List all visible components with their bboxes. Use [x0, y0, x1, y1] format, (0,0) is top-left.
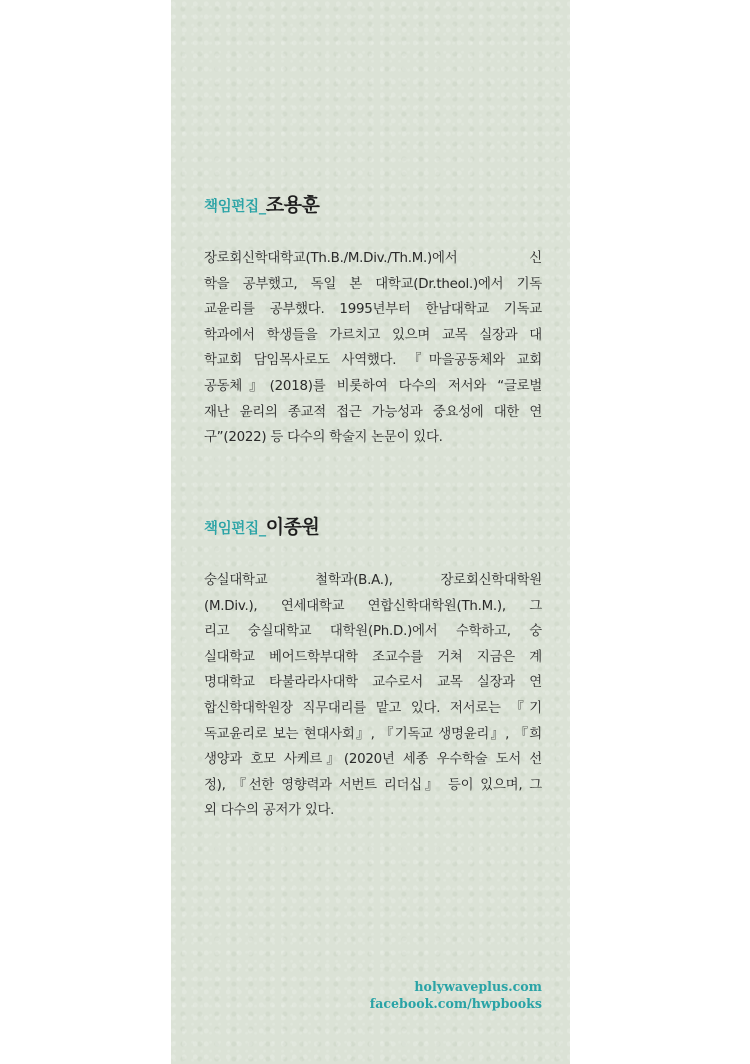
editor-profile-2 [204, 512, 542, 824]
bio-line: 명대학교 타불라라사대학 교수로서 교목 실장과 연 [204, 675, 542, 691]
bio-line: 재난 윤리의 종교적 접근 가능성과 중요성에 대한 연 [204, 404, 542, 420]
bio-line: 실대학교 베어드학부대학 조교수를 거쳐 지금은 계 [204, 649, 542, 665]
bio-line: 구”(2022) 등 다수의 학술지 논문이 있다. [204, 430, 443, 446]
publisher-links [370, 978, 542, 1012]
bio-line: 리고 숭실대학교 대학원(Ph.D.)에서 수학하고, 숭 [204, 624, 542, 640]
editor-heading [204, 512, 542, 542]
bio-line: 정), 『선한 영향력과 서번트 리더십』 등이 있으며, 그 [204, 777, 542, 793]
book-flap-panel [171, 0, 570, 1064]
bio-line: 교윤리를 공부했다. 1995년부터 한남대학교 기독교 [204, 302, 542, 318]
editor-heading [204, 190, 542, 220]
editor-bio [204, 246, 542, 451]
editor-role: 책임편집_ [204, 521, 266, 537]
bio-line: 생양과 호모 사케르』(2020년 세종 우수학술 도서 선 [204, 752, 542, 768]
bio-line: 독교윤리로 보는 현대사회』, 『기독교 생명윤리』, 『희 [204, 726, 542, 742]
editor-role: 책임편집_ [204, 199, 266, 215]
facebook-link[interactable]: facebook.com/hwpbooks [369, 996, 542, 1011]
editor-bio [204, 568, 542, 824]
bio-line: 숭실대학교 철학과(B.A.), 장로회신학대학원 [204, 573, 542, 588]
bio-line: 학과에서 학생들을 가르치고 있으며 교목 실장과 대 [204, 327, 542, 343]
editor-name: 조용훈 [265, 194, 320, 216]
bio-line: 외 다수의 공저가 있다. [204, 803, 335, 819]
bio-line: 학을 공부했고, 독일 본 대학교(Dr.theol.)에서 기독 [204, 276, 542, 292]
editor-profile-1 [204, 190, 542, 451]
editor-name: 이종원 [265, 516, 320, 538]
bio-line: 합신학대학원장 직무대리를 맡고 있다. 저서로는 『기 [204, 700, 542, 716]
website-link[interactable]: holywaveplus.com [414, 979, 542, 994]
bio-line: (M.Div.), 연세대학교 연합신학대학원(Th.M.), 그 [204, 598, 542, 614]
bio-line: 학교회 담임목사로도 사역했다. 『마을공동체와 교회 [204, 353, 542, 369]
bio-line: 공동체』(2018)를 비롯하여 다수의 저서와 “글로벌 [204, 378, 542, 394]
bio-line: 장로회신학대학교(Th.B./M.Div./Th.M.)에서 신 [204, 251, 542, 266]
